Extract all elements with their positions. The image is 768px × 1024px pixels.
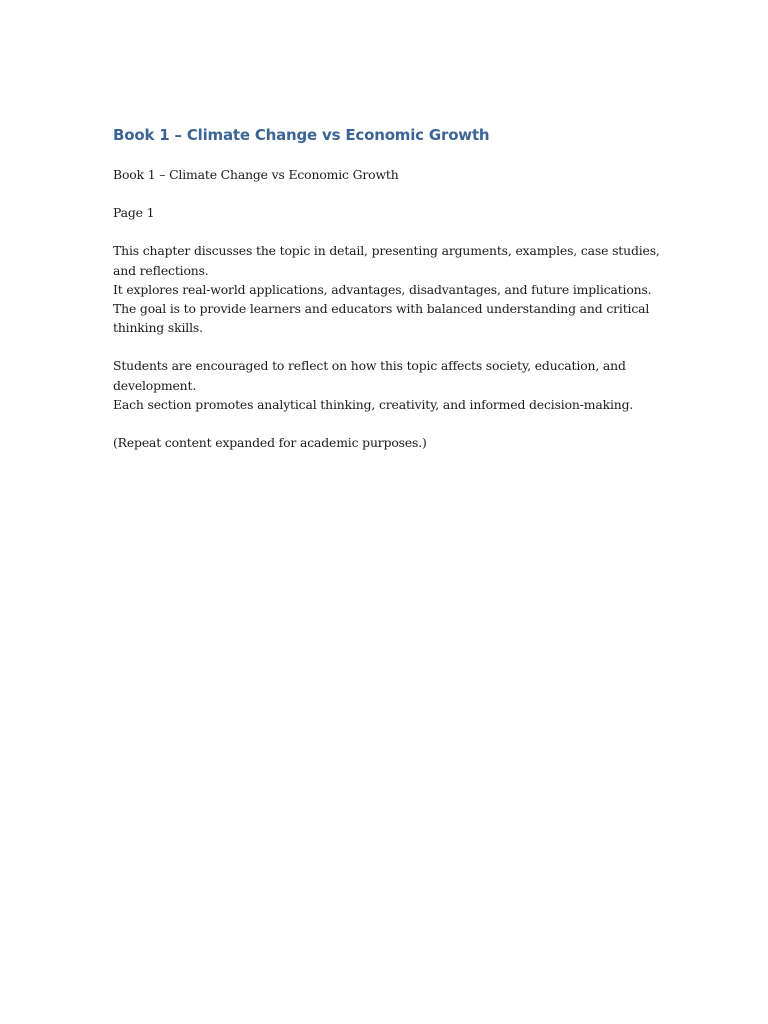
paragraph-students [113, 356, 673, 414]
paragraph-line: Students are encouraged to reflect on how this topic affects society, education, and development. [113, 358, 626, 393]
paragraph-line: This chapter discusses the topic in detail, presenting arguments, examples, case studies, and reflections. [113, 243, 660, 278]
paragraph-line: The goal is to provide learners and educators with balanced understanding and critical thinking skills. [113, 301, 650, 336]
paragraph-intro [113, 241, 673, 337]
paragraph-line: It explores real-world applications, advantages, disadvantages, and future implications. [113, 281, 652, 297]
document-heading: Book 1 – Climate Change vs Economic Growth [113, 126, 490, 144]
repeat-note: (Repeat content expanded for academic purposes.) [113, 435, 427, 451]
document-body [113, 124, 673, 452]
paragraph-line: Each section promotes analytical thinking, creativity, and informed decision-making. [113, 396, 634, 412]
page-label: Page 1 [113, 205, 155, 221]
document-subtitle: Book 1 – Climate Change vs Economic Growth [113, 167, 399, 182]
